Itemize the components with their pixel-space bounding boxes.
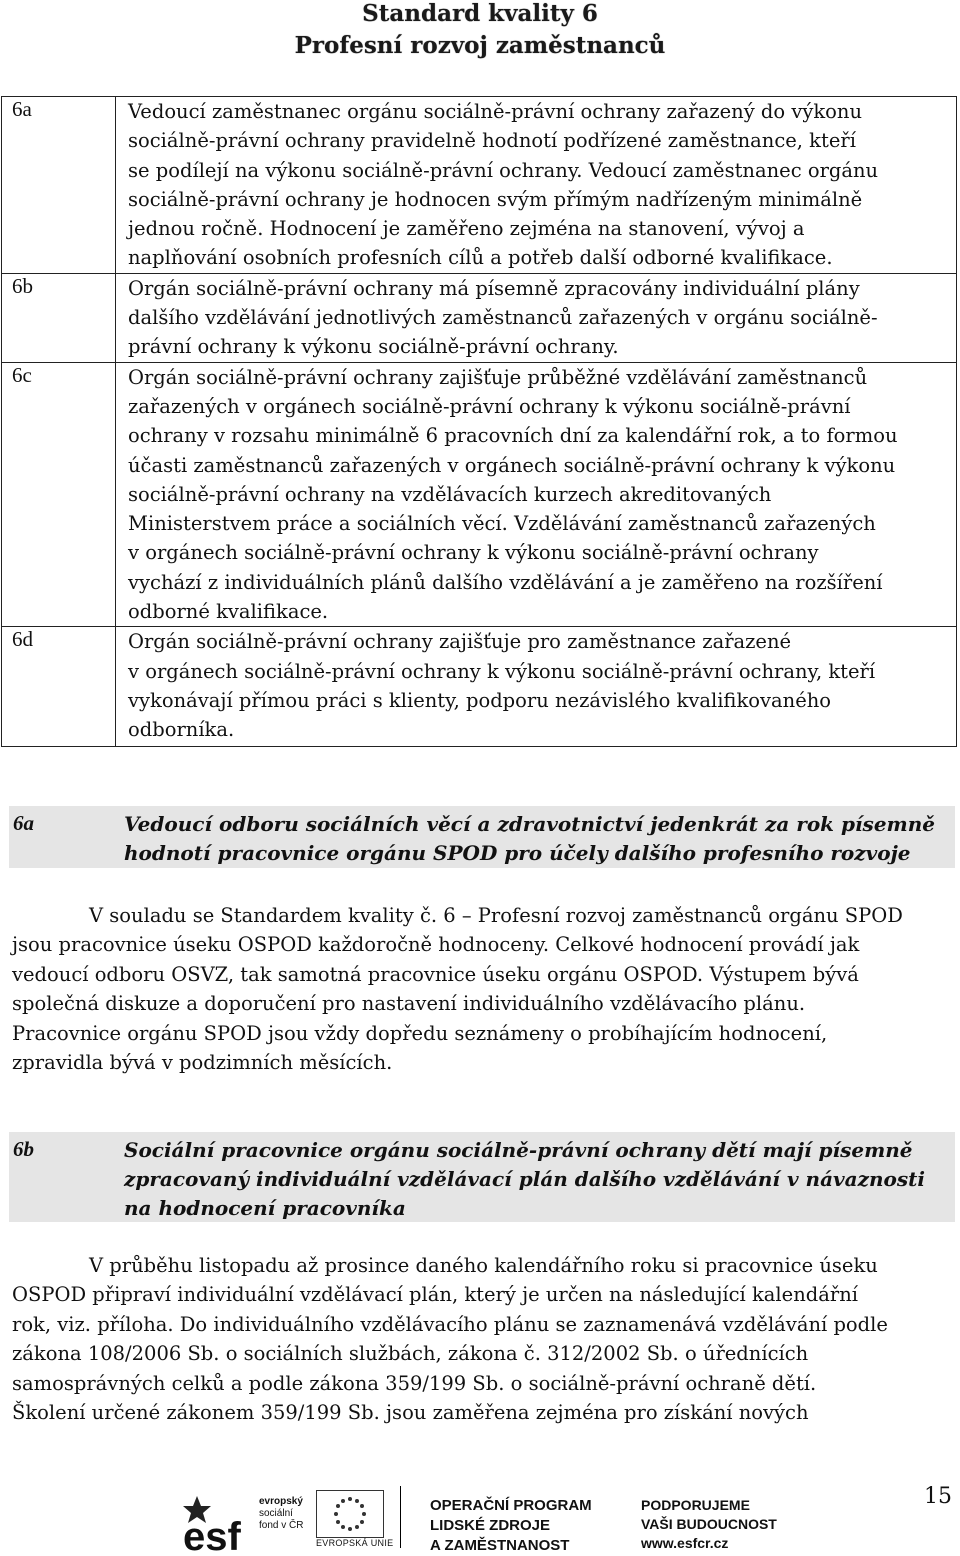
standard-criteria-table <box>1 96 957 747</box>
table-row <box>2 627 957 747</box>
op-line: OPERAČNÍ PROGRAM <box>430 1497 592 1514</box>
text-line: vychází z individuálních plánů dalšího vzdělávání a je zaměřeno na rozšíření <box>128 570 883 594</box>
criterion-text <box>116 362 957 627</box>
esf-label-line: fond v ČR <box>259 1520 304 1531</box>
title-line: Sociální pracovnice orgánu sociálně-právní ochrany dětí mají písemně <box>124 1138 913 1162</box>
eu-flag <box>316 1490 384 1538</box>
title-line: zpracovaný individuální vzdělávací plán dalšího vzdělávání v návaznosti <box>124 1167 925 1191</box>
text-line: zařazených v orgánech sociálně-právní ochrany k výkonu sociálně-právní <box>128 394 851 418</box>
text-line: Vedoucí zaměstnanec orgánu sociálně-právní ochrany zařazený do výkonu <box>128 100 863 123</box>
text-line: Orgán sociálně-právní ochrany má písemně zpracovány individuální plány <box>128 276 860 300</box>
op-line: LIDSKÉ ZDROJE <box>430 1517 551 1534</box>
section-6b-heading <box>9 1132 955 1222</box>
text-line: jsou pracovnice úseku OSPOD každoročně hodnoceny. Celkové hodnocení provádí jak <box>12 933 860 957</box>
text-line: zákona 108/2006 Sb. o sociálních službách, zákona č. 312/2002 Sb. o úřednících <box>12 1342 809 1366</box>
support-line: VAŠI BUDOUCNOST <box>641 1516 777 1532</box>
text-line: OSPOD připraví individuální vzdělávací plán, který je určen na následující kalendářní <box>12 1283 858 1307</box>
eu-stars-icon <box>317 1491 383 1537</box>
text-line: odborníka. <box>128 718 235 742</box>
text-line: V průběhu listopadu až prosince daného kalendářního roku si pracovnice úseku <box>89 1254 878 1277</box>
text-line: dalšího vzdělávání jednotlivých zaměstnanců zařazených v orgánu sociálně- <box>128 306 878 330</box>
text-line: účasti zaměstnanců zařazených v orgánech sociálně-právní ochrany k výkonu <box>128 453 896 477</box>
title-line: na hodnocení pracovníka <box>124 1196 406 1220</box>
section-code: 6a <box>13 811 34 835</box>
text-line: právní ochrany k výkonu sociálně-právní ochrany. <box>128 335 619 359</box>
document-title: Standard kvality 6 <box>362 0 598 27</box>
text-line: rok, viz. příloha. Do individuálního vzdělávacího plánu se zaznamenává vzdělávání podle <box>12 1312 888 1336</box>
criterion-text <box>116 627 957 747</box>
criterion-code: 6c <box>2 362 116 627</box>
text-line: jednou ročně. Hodnocení je zaměřeno zejména na stanovení, vývoj a <box>128 217 805 241</box>
text-line: ochrany v rozsahu minimálně 6 pracovních dní za kalendářní rok, a to formou <box>128 424 898 448</box>
support-label <box>641 1496 777 1553</box>
text-line: sociálně-právní ochrany je hodnocen svým přímým nadřízeným minimálně <box>128 187 863 211</box>
text-line: sociálně-právní ochrany pravidelně hodnotí podřízené zaměstnance, kteří <box>128 129 856 153</box>
page-number: 15 <box>924 1484 952 1509</box>
footer-divider <box>400 1486 401 1548</box>
support-line: PODPORUJEME <box>641 1497 750 1513</box>
op-line: A ZAMĚSTNANOST <box>430 1537 570 1554</box>
esf-logo <box>183 1486 311 1556</box>
text-line: Orgán sociálně-právní ochrany zajišťuje pro zaměstnance zařazené <box>128 630 792 654</box>
text-line: odborné kvalifikace. <box>128 600 329 624</box>
criterion-code: 6b <box>2 273 116 362</box>
text-line: zpravidla bývá v podzimních měsících. <box>12 1051 393 1075</box>
text-line: v orgánech sociálně-právní ochrany k výkonu sociálně-právní ochrany <box>128 541 819 565</box>
section-6b-body <box>12 1251 952 1427</box>
text-line: V souladu se Standardem kvality č. 6 – Profesní rozvoj zaměstnanců orgánu SPOD <box>89 904 903 927</box>
esf-label-line: evropský <box>259 1496 303 1507</box>
text-line: Školení určené zákonem 359/199 Sb. jsou zaměřena zejména pro získání nových <box>12 1401 809 1425</box>
title-line: Vedoucí odboru sociálních věcí a zdravotnictví jedenkrát za rok písemně <box>124 812 935 836</box>
document-subtitle: Profesní rozvoj zaměstnanců <box>294 32 666 59</box>
svg-text:esf: esf <box>183 1515 241 1552</box>
table-row <box>2 273 957 362</box>
criterion-code: 6d <box>2 627 116 747</box>
section-code: 6b <box>13 1137 34 1161</box>
section-title <box>124 1136 951 1223</box>
text-line: samosprávných celků a podle zákona 359/199 Sb. o sociálně-právní ochraně dětí. <box>12 1371 817 1395</box>
text-line: sociálně-právní ochrany na vzdělávacích kurzech akreditovaných <box>128 482 772 506</box>
text-line: Orgán sociálně-právní ochrany zajišťuje průběžné vzdělávání zaměstnanců <box>128 365 868 389</box>
text-line: Ministerstvem práce a sociálních věcí. Vzdělávání zaměstnanců zařazených <box>128 512 876 536</box>
criterion-code: 6a <box>2 97 116 274</box>
text-line: vykonávají přímou práci s klienty, podporu nezávislého kvalifikovaného <box>128 688 832 712</box>
criterion-text <box>116 97 957 274</box>
section-title <box>124 810 951 868</box>
section-6a-body <box>12 901 952 1077</box>
support-line: www.esfcr.cz <box>641 1535 729 1551</box>
text-line: společná diskuze a doporučení pro nastavení individuálního vzdělávacího plánu. <box>12 992 806 1016</box>
text-line: vedoucí odboru OSVZ, tak samotná pracovnice úseku orgánu OSPOD. Výstupem bývá <box>12 962 859 986</box>
text-line: Pracovnice orgánu SPOD jsou vždy dopředu seznámeny o probíhajícím hodnocení, <box>12 1021 828 1045</box>
table-row <box>2 97 957 274</box>
title-line: hodnotí pracovnice orgánu SPOD pro účely dalšího profesního rozvoje <box>124 841 911 865</box>
page-footer <box>0 1470 960 1554</box>
text-line: se podílejí na výkonu sociálně-právní ochrany. Vedoucí zaměstnanec orgánu <box>128 158 879 182</box>
criterion-text <box>116 273 957 362</box>
eu-label: EVROPSKÁ UNIE <box>316 1538 394 1548</box>
op-label <box>430 1496 592 1556</box>
text-line: naplňování osobních profesních cílů a potřeb další odborné kvalifikace. <box>128 246 833 270</box>
esf-label-line: sociální <box>259 1508 293 1519</box>
section-6a-heading <box>9 806 955 868</box>
table-row <box>2 362 957 627</box>
text-line: v orgánech sociálně-právní ochrany k výkonu sociálně-právní ochrany, kteří <box>128 659 876 683</box>
